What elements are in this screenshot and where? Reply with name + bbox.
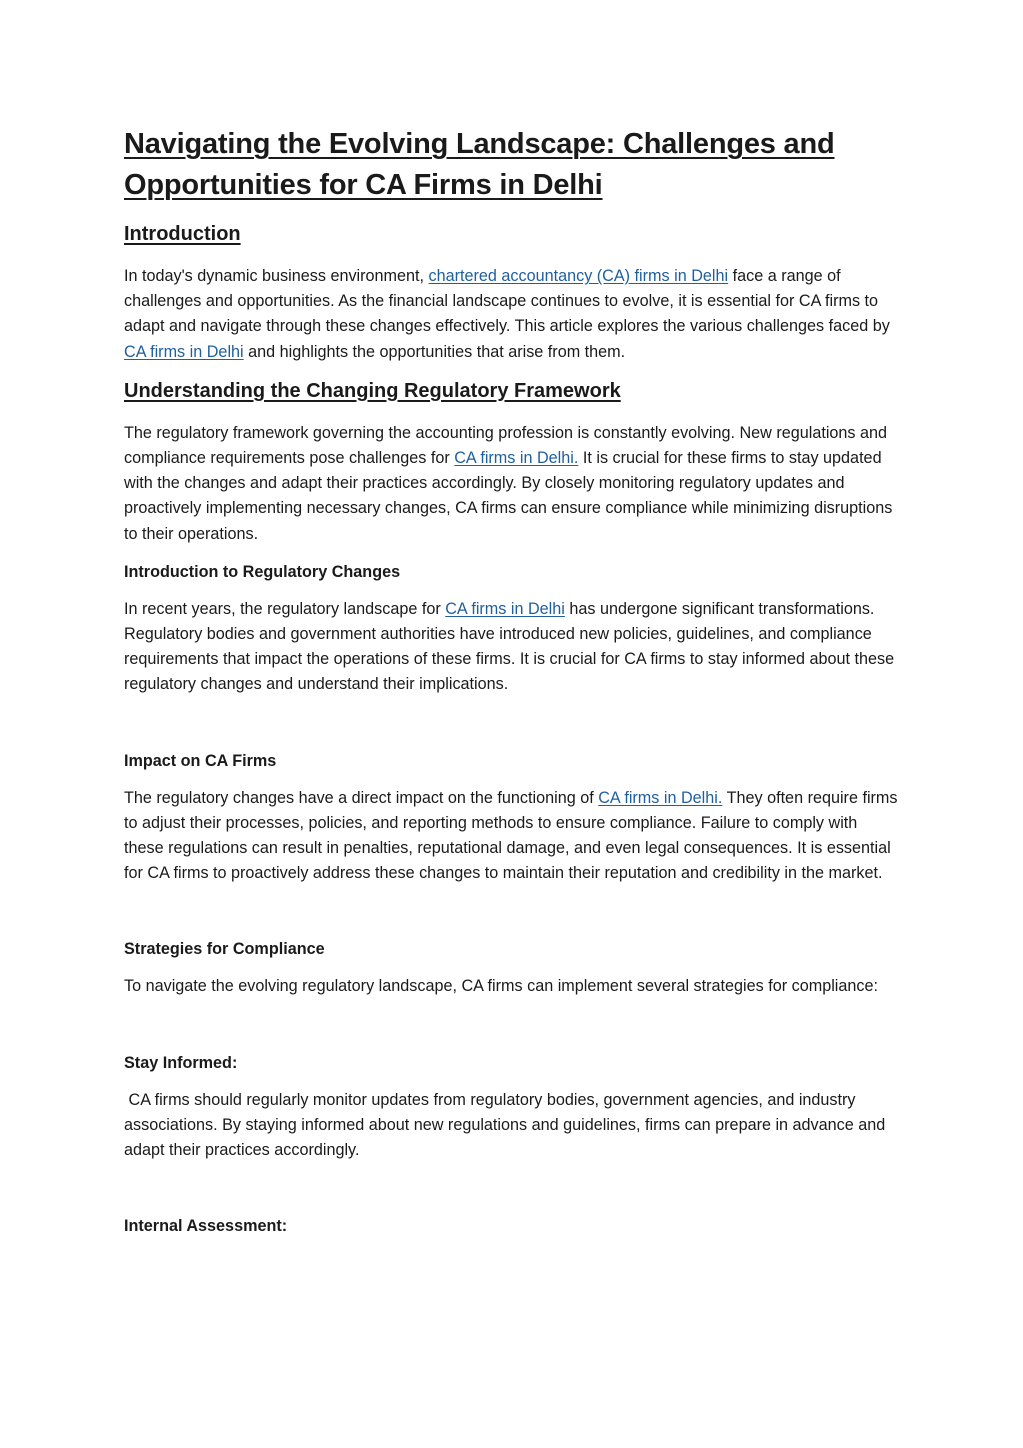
strategies-paragraph: To navigate the evolving regulatory landscape, CA firms can implement several strategies for compliance:	[124, 977, 878, 996]
ca-firms-link[interactable]: CA firms in Delhi.	[454, 449, 579, 468]
text-run: It is crucial for these firms to stay updated with the changes and adapt their practices accordingly. By closely monitoring regulatory updates and proactively implementing necessary changes, CA firms can ensure compliance while minimizing disruptions to their operations.	[124, 449, 893, 543]
text-run: The regulatory changes have a direct impact on the functioning of	[124, 788, 599, 807]
intro-regulatory-changes-paragraph	[124, 597, 900, 698]
stay-informed-heading: Stay Informed:	[124, 1053, 238, 1072]
impact-heading: Impact on CA Firms	[124, 751, 277, 770]
intro-regulatory-changes-heading: Introduction to Regulatory Changes	[124, 562, 401, 581]
document-title: Navigating the Evolving Landscape: Challenges and Opportunities for CA Firms in Delhi	[124, 128, 835, 201]
regulatory-framework-heading: Understanding the Changing Regulatory Framework	[124, 379, 621, 402]
text-run: They often require firms to adjust their processes, policies, and reporting methods to ensure compliance. Failure to comply with these regulations can result in penalties, reputational damage, and even legal consequences. It is essential for CA firms to proactively address these changes to maintain their reputation and credibility in the market.	[124, 788, 898, 883]
text-run: The regulatory framework governing the accounting profession is constantly evolving. New regulations and compliance requirements pose challenges for	[124, 423, 888, 468]
ca-firms-link[interactable]: CA firms in Delhi	[124, 342, 244, 361]
text-run: In recent years, the regulatory landscape for	[124, 599, 446, 618]
regulatory-framework-paragraph	[124, 421, 900, 547]
text-run: face a range of challenges and opportunities. As the financial landscape continues to evolve, it is essential for CA firms to adapt and navigate through these changes effectively. This article explores the various challenges faced by	[124, 267, 890, 336]
ca-firms-link[interactable]: chartered accountancy (CA) firms in Delhi	[428, 267, 729, 285]
document-page	[124, 124, 900, 1239]
impact-paragraph	[124, 786, 900, 887]
text-run: has undergone significant transformations. Regulatory bodies and government authorities have introduced new policies, guidelines, and compliance requirements that impact the operations of these firms. It is crucial for CA firms to stay informed about these regulatory changes and understand their implications.	[124, 599, 895, 694]
introduction-paragraph	[124, 264, 900, 365]
ca-firms-link[interactable]: CA firms in Delhi	[445, 599, 565, 618]
strategies-heading: Strategies for Compliance	[124, 940, 325, 959]
ca-firms-link[interactable]: CA firms in Delhi.	[598, 788, 723, 807]
text-run: In today's dynamic business environment,	[124, 267, 429, 285]
internal-assessment-heading: Internal Assessment:	[124, 1217, 288, 1236]
text-run: and highlights the opportunities that arise from them.	[243, 342, 626, 361]
introduction-heading: Introduction	[124, 223, 241, 245]
stay-informed-paragraph: CA firms should regularly monitor updates from regulatory bodies, government agencies, and industry associations. By staying informed about new regulations and guidelines, firms can prepare in advance and adapt their practices accordingly.	[124, 1090, 890, 1160]
